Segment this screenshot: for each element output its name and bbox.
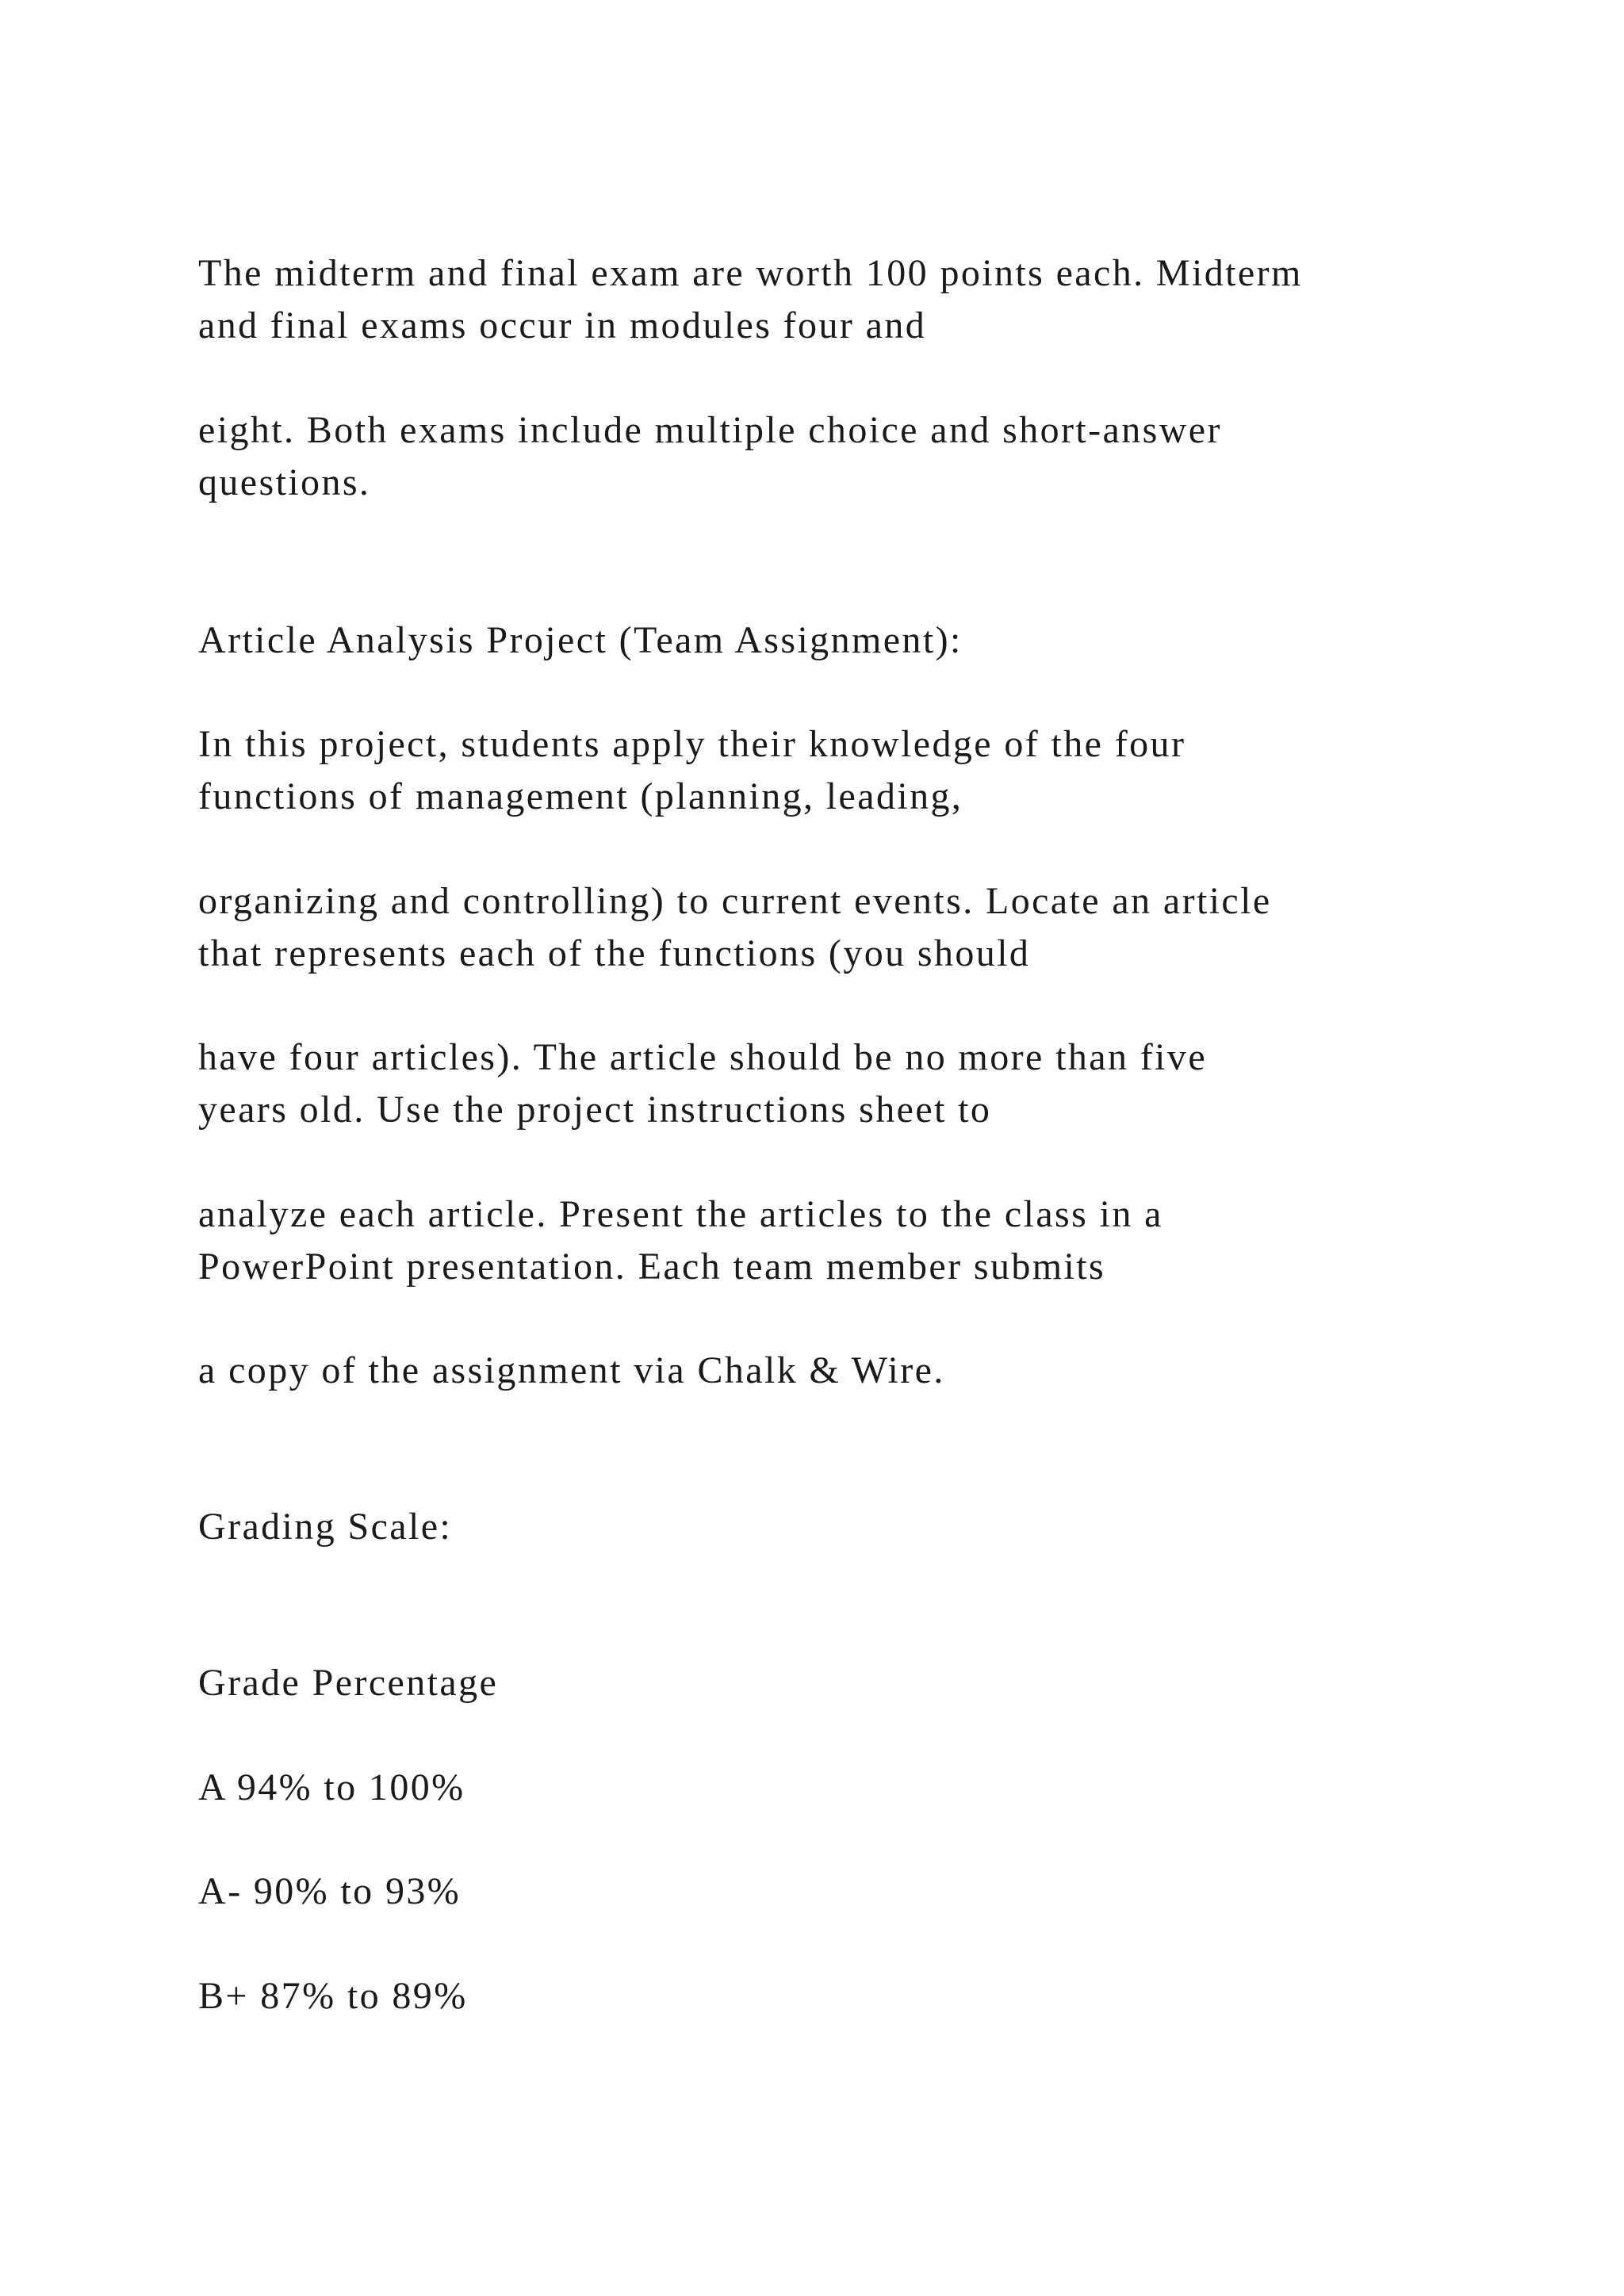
article-project-line-1: In this project, students apply their knowledge of the four xyxy=(198,723,1186,765)
article-project-line-6: years old. Use the project instructions sheet to xyxy=(198,1089,992,1131)
grading-scale-heading: Grading Scale: xyxy=(198,1506,453,1548)
grading-table-header: Grade Percentage xyxy=(198,1662,499,1704)
article-project-heading: Article Analysis Project (Team Assignment): xyxy=(198,619,963,661)
article-project-line-3: organizing and controlling) to current events. Locate an article xyxy=(198,880,1272,922)
exams-paragraph-line-4: questions. xyxy=(198,461,371,503)
article-project-line-4: that represents each of the functions (you should xyxy=(198,932,1031,974)
grading-row: A- 90% to 93% xyxy=(198,1870,462,1912)
article-project-line-7: analyze each article. Present the articles to the class in a xyxy=(198,1193,1163,1235)
article-project-line-2: functions of management (planning, leading, xyxy=(198,775,963,817)
article-project-line-9: a copy of the assignment via Chalk & Wire. xyxy=(198,1349,945,1391)
article-project-line-8: PowerPoint presentation. Each team member submits xyxy=(198,1246,1106,1288)
grading-row: A 94% to 100% xyxy=(198,1766,465,1808)
exams-paragraph-line-3: eight. Both exams include multiple choice and short-answer xyxy=(198,409,1222,451)
exams-paragraph-line-1: The midterm and final exam are worth 100 points each. Midterm xyxy=(198,252,1303,294)
exams-paragraph-line-2: and final exams occur in modules four and xyxy=(198,304,927,346)
article-project-line-5: have four articles). The article should be no more than five xyxy=(198,1036,1208,1078)
grading-row: B+ 87% to 89% xyxy=(198,1975,468,2017)
